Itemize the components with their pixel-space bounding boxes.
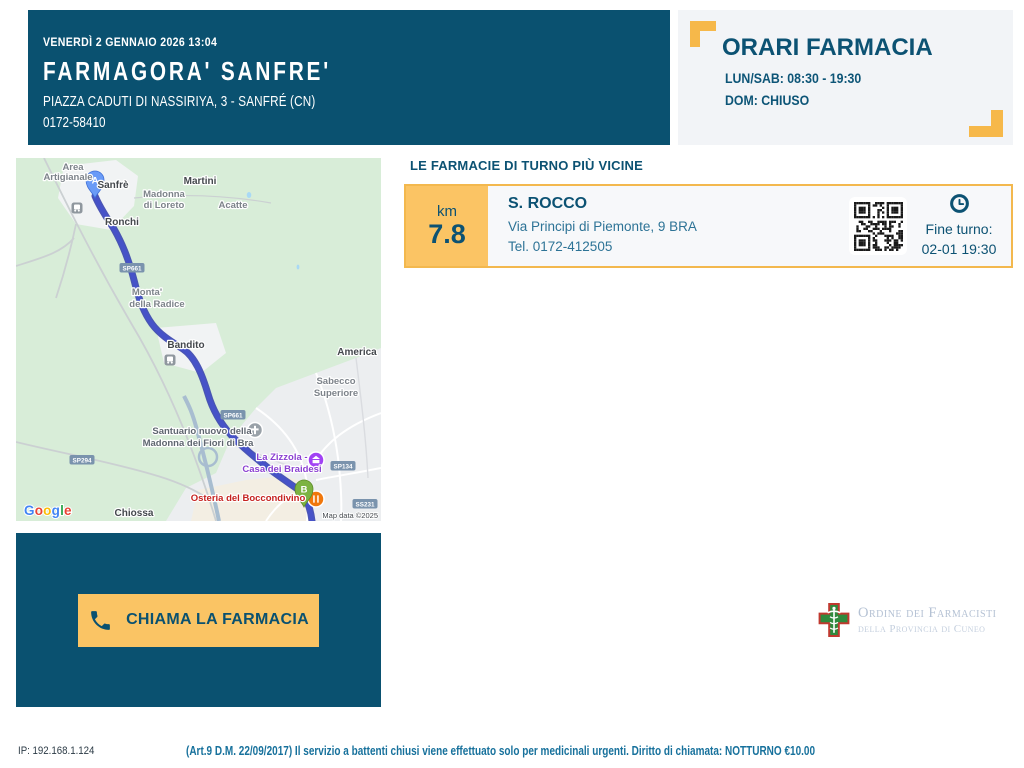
svg-text:A: A [91, 175, 99, 187]
road-shield [70, 455, 95, 465]
ordine-line1: Ordine dei Farmacisti [858, 605, 997, 621]
map-label: della Radice [129, 299, 185, 310]
on-duty-name: S. ROCCO [508, 195, 588, 213]
svg-text:B: B [300, 484, 308, 496]
hours-weekdays: LUN/SAB: 08:30 - 19:30 [725, 70, 862, 86]
call-button-label: CHIAMA LA FARMACIA [126, 611, 309, 628]
call-panel [16, 533, 381, 707]
map-label: Artigianale [43, 172, 93, 183]
map-label: Madonna dei Fiori di Bra [142, 438, 254, 449]
qr-code-svg [854, 202, 903, 251]
map-label: America [337, 347, 377, 358]
on-duty-card[interactable] [404, 184, 1013, 268]
map-label: Osteria del Boccondivino [190, 493, 306, 504]
map-label: La Zizzola - [256, 452, 308, 463]
phone-icon [88, 608, 113, 633]
hours-title: ORARI FARMACIA [722, 34, 933, 61]
svg-text:SP134: SP134 [333, 463, 353, 471]
map-label: Santuario nuovo della [152, 426, 252, 437]
svg-text:SS231: SS231 [355, 501, 375, 509]
shift-end-block [915, 192, 1003, 259]
road-shield [221, 410, 246, 420]
map-label: Sanfrè [97, 180, 129, 191]
distance-panel [406, 186, 488, 266]
map-label: Casa dei Braidesi [242, 464, 322, 475]
ordine-line2: della Provincia di Cuneo [858, 623, 986, 635]
fine-turno-label: Fine turno: [925, 221, 993, 238]
map-label: di Loreto [143, 200, 185, 211]
map-label: Bandito [167, 340, 205, 351]
km-value: 7.8 [428, 218, 466, 249]
legal-disclaimer: (Art.9 D.M. 22/09/2017) Il servizio a battenti chiusi viene effettuato solo per medicinali urgenti. Diritto di chiamata: NOTTURNO €10.00 [186, 744, 816, 758]
svg-text:SP661: SP661 [122, 265, 142, 273]
qr-code [849, 197, 907, 255]
pharmacy-cross-icon [818, 602, 850, 638]
hours-panel [678, 10, 1013, 145]
ip-address: IP: 192.168.1.124 [18, 745, 95, 757]
clock-icon [948, 192, 971, 215]
map-label: Superiore [313, 388, 359, 399]
transit-icon [165, 355, 176, 366]
map-label: Monta' [131, 287, 163, 298]
map-label: Martini [183, 176, 217, 187]
road-shield [331, 461, 356, 471]
fine-turno-value: 02-01 19:30 [921, 241, 997, 257]
map-water [297, 265, 300, 270]
corner-bracket-top-left-icon [690, 21, 716, 47]
map-label: Ronchi [105, 217, 139, 228]
svg-text:SP294: SP294 [72, 457, 92, 465]
transit-icon [72, 203, 83, 214]
map-svg [16, 158, 381, 521]
corner-bracket-bottom-right-icon [969, 110, 1003, 137]
hours-sunday: DOM: CHIUSO [725, 92, 810, 108]
svg-text:SP661: SP661 [223, 412, 243, 420]
map-attribution: Map data ©2025 [322, 511, 378, 520]
map-label: Acatte [218, 200, 248, 211]
pharmacy-phone: 0172-58410 [43, 114, 106, 131]
datetime-text: VENERDÌ 2 GENNAIO 2026 13:04 [43, 35, 218, 49]
ordine-farmacisti-logo [818, 602, 997, 638]
call-pharmacy-button[interactable] [78, 594, 319, 647]
ordine-logo-text [858, 605, 997, 635]
on-duty-phone: Tel. 0172-412505 [508, 239, 613, 254]
map-label: Madonna [143, 189, 185, 200]
pharmacy-address: PIAZZA CADUTI DI NASSIRIYA, 3 - SANFRÉ (CN) [43, 93, 316, 110]
map-label: Sabecco [316, 376, 356, 387]
pharmacy-header [28, 10, 670, 145]
on-duty-heading: LE FARMACIE DI TURNO PIÙ VICINE [410, 158, 643, 173]
map-label: Chiossa [114, 508, 154, 519]
route-map[interactable] [16, 158, 381, 521]
road-shield [353, 499, 378, 509]
map-water [247, 192, 252, 198]
on-duty-address: Via Principi di Piemonte, 9 BRA [508, 219, 697, 235]
google-logo[interactable]: Google [24, 503, 72, 518]
pharmacy-info [488, 195, 849, 256]
pharmacy-name: FARMAGORA' SANFRE' [43, 56, 331, 86]
km-label: km [437, 202, 457, 220]
road-shield [120, 263, 145, 273]
map-label: Area [62, 162, 84, 173]
